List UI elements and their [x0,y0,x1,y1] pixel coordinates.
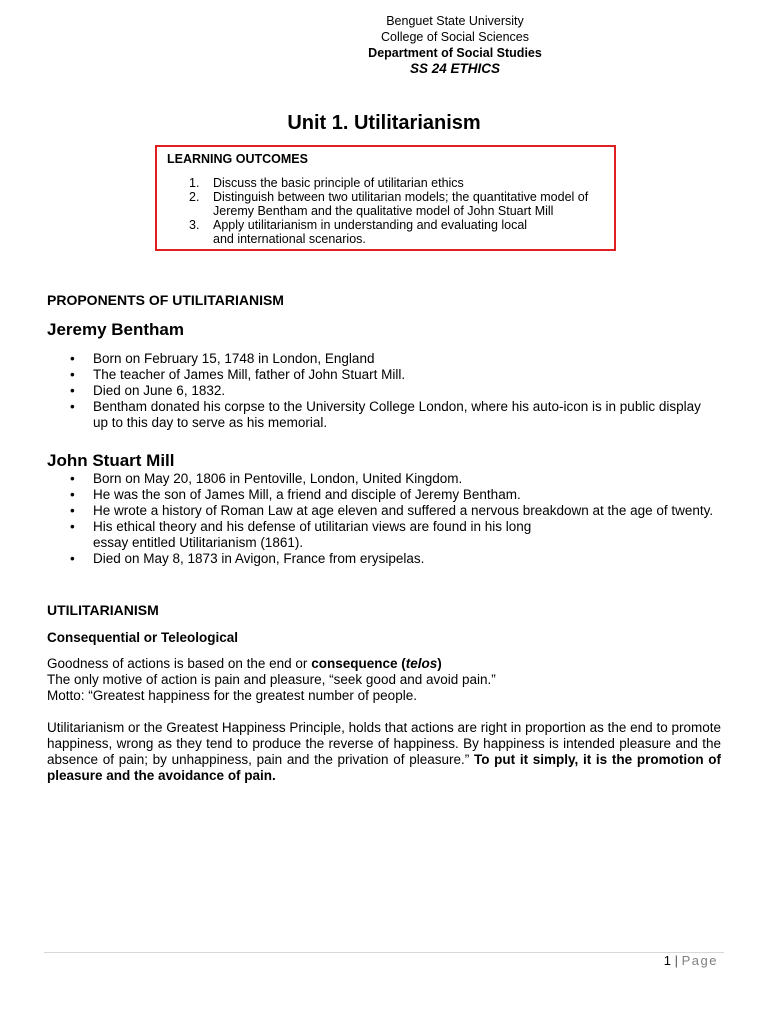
telos-term: telos [405,656,438,671]
list-item: • Died on May 8, 1873 in Avigon, France from erysipelas. [68,551,718,567]
outcome-text: Discuss the basic principle of utilitarian ethics [213,176,464,190]
page-title: Unit 1. Utilitarianism [287,112,481,134]
learning-outcome-item [189,176,593,190]
motive-line: The only motive of action is pain and pleasure, “seek good and avoid pain.” [47,672,496,687]
list-item: • Born on February 15, 1748 in London, England [68,351,718,367]
principle-text: Utilitarianism or the Greatest Happiness Principle, holds that actions are right in proportion as the end to promote happiness, wrong as they tend to produce the reverse of happiness. By happiness is intended pleasure and the absence of pain; by unhappiness, pain and the privation of pleasure.” [47,720,721,767]
principle-summary: To put it simply, it is the promotion of pleasure and the avoidance of pain. [47,752,721,783]
list-item: • He wrote a history of Roman Law at age eleven and suffered a nervous breakdown at the age of twenty. [68,503,718,519]
bentham-facts-list [68,351,718,431]
closing-paren: ) [437,656,442,671]
consequence-term: consequence ( [311,656,406,671]
list-item: • Died on June 6, 1832. [68,383,718,399]
principle-paragraph [47,720,721,784]
page-footer [600,953,718,968]
page-separator: | [674,953,678,968]
page-word: Page [681,953,718,968]
bentham-heading: Jeremy Bentham [47,320,185,339]
outcome-number: 1. [189,176,200,190]
outcome-number: 2. [189,190,200,204]
learning-outcomes-box [155,145,616,251]
motto-line: Motto: “Greatest happiness for the greatest number of people. [47,688,417,703]
university-name: Benguet State University [386,14,524,28]
course-code: SS 24 ETHICS [409,61,501,76]
header-block [300,13,610,77]
list-item: • Born on May 20, 1806 in Pentoville, London, United Kingdom. [68,471,718,487]
page-number: 1 [663,953,671,968]
utilitarianism-subheading: Consequential or Teleological [47,630,239,645]
outcome-text: Apply utilitarianism in understanding and evaluating local and international scenarios. [213,218,528,246]
learning-outcomes-heading: LEARNING OUTCOMES [167,152,308,166]
learning-outcome-item [189,190,593,218]
learning-outcome-item [189,218,533,246]
outcome-number: 3. [189,218,200,232]
goodness-text: Goodness of actions is based on the end or [47,656,312,671]
mill-facts-list [68,471,718,567]
list-item: • Bentham donated his corpse to the University College London, where his auto-icon is in public display up to this day to serve as his memorial. [68,399,718,431]
list-item: • The teacher of James Mill, father of John Stuart Mill. [68,367,718,383]
list-item: • He was the son of James Mill, a friend and disciple of Jeremy Bentham. [68,487,718,503]
definition-lines [47,656,721,704]
college-name: College of Social Sciences [381,30,529,44]
mill-heading: John Stuart Mill [47,451,175,470]
proponents-heading: PROPONENTS OF UTILITARIANISM [47,292,284,308]
utilitarianism-heading: UTILITARIANISM [47,602,159,618]
outcome-text: Distinguish between two utilitarian models; the quantitative model of Jeremy Bentham and the qualitative model of John Stuart Mill [213,190,589,218]
list-item: • His ethical theory and his defense of utilitarian views are found in his long essay entitled Utilitarianism (1861). [68,519,718,551]
department-name: Department of Social Studies [368,46,542,60]
goodness-line [47,656,721,672]
